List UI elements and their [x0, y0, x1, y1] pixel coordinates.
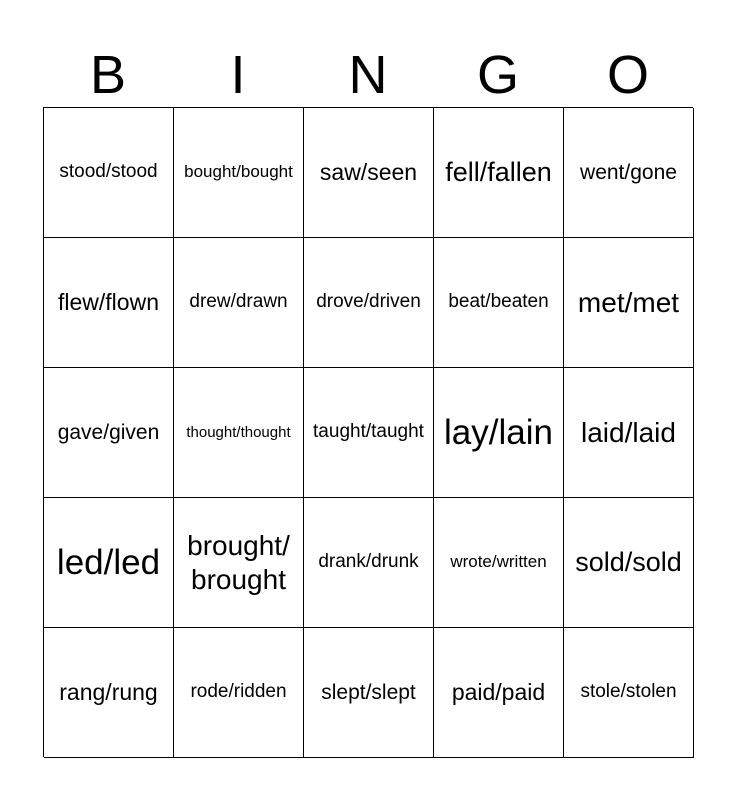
bingo-cell[interactable]	[304, 108, 434, 238]
header-letter-i: I	[230, 45, 246, 105]
bingo-cell[interactable]	[564, 238, 694, 368]
bingo-cell[interactable]	[44, 628, 174, 758]
header-letter-g: G	[476, 45, 519, 105]
cell-text: met/met	[577, 286, 680, 318]
bingo-cell[interactable]	[304, 238, 434, 368]
cell-text: drank/drunk	[318, 551, 419, 573]
cell-text: rang/rung	[59, 678, 158, 705]
cell-text: bought/bought	[184, 162, 293, 182]
bingo-cell[interactable]	[174, 498, 304, 628]
cell-text: thought/thought	[186, 423, 291, 441]
cell-text: lay/lain	[444, 412, 553, 452]
header-letter-o: O	[606, 45, 649, 105]
cell-text: paid/paid	[451, 678, 546, 705]
cell-text: wrote/written	[450, 552, 547, 572]
cell-text: flew/flown	[58, 288, 159, 315]
cell-text: stole/stolen	[580, 681, 677, 703]
cell-text: rode/ridden	[190, 681, 287, 703]
bingo-cell[interactable]	[434, 498, 564, 628]
cell-text: went/gone	[580, 160, 677, 184]
bingo-cell[interactable]	[174, 628, 304, 758]
cell-text: led/led	[56, 542, 161, 582]
bingo-cell[interactable]	[434, 238, 564, 368]
bingo-cell[interactable]	[44, 368, 174, 498]
cell-text: drew/drawn	[189, 291, 288, 313]
bingo-cell[interactable]	[44, 498, 174, 628]
bingo-header	[43, 44, 693, 106]
bingo-cell[interactable]	[434, 108, 564, 238]
header-letter-b: B	[89, 45, 127, 105]
bingo-cell[interactable]	[174, 368, 304, 498]
bingo-cell[interactable]	[44, 108, 174, 238]
bingo-cell[interactable]	[304, 498, 434, 628]
cell-text: slept/slept	[321, 680, 416, 704]
header-letter-n: N	[348, 45, 388, 105]
cell-text: drove/driven	[316, 291, 421, 313]
bingo-cell[interactable]	[564, 628, 694, 758]
bingo-cell[interactable]	[564, 498, 694, 628]
bingo-cell[interactable]	[304, 368, 434, 498]
cell-text: beat/beaten	[448, 291, 549, 313]
bingo-board	[43, 107, 693, 757]
cell-text: taught/taught	[313, 421, 424, 443]
bingo-cell[interactable]	[304, 628, 434, 758]
bingo-cell[interactable]	[564, 368, 694, 498]
bingo-cell[interactable]	[174, 108, 304, 238]
bingo-cell[interactable]	[434, 628, 564, 758]
cell-text: stood/stood	[59, 161, 158, 183]
cell-text: fell/fallen	[445, 157, 552, 188]
cell-text: brought/ brought	[187, 529, 290, 595]
bingo-cell[interactable]	[564, 108, 694, 238]
cell-text: laid/laid	[581, 416, 676, 448]
bingo-cell[interactable]	[434, 368, 564, 498]
bingo-cell[interactable]	[44, 238, 174, 368]
cell-text: sold/sold	[575, 547, 682, 578]
cell-text: gave/given	[57, 420, 160, 444]
bingo-cell[interactable]	[174, 238, 304, 368]
cell-text: saw/seen	[319, 158, 418, 185]
